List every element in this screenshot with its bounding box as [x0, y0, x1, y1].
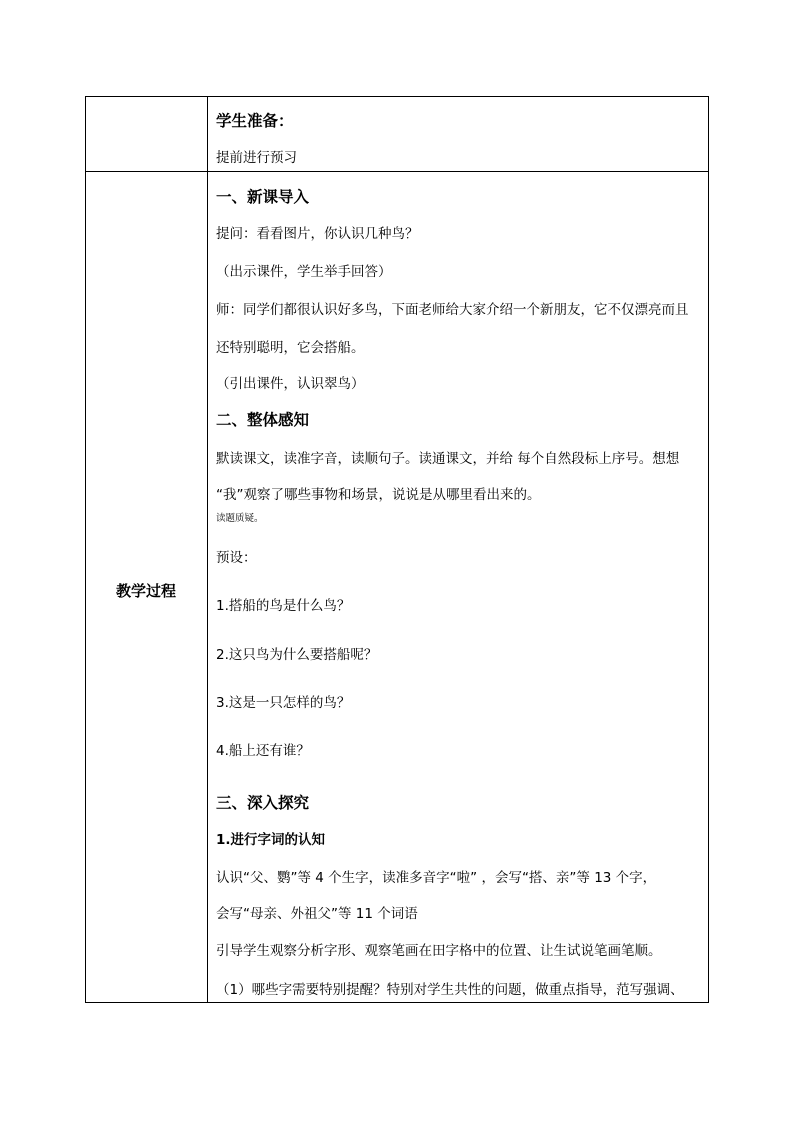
section-3-title: 三、深入探究: [216, 794, 310, 812]
s1-paragraph-3a: 师：同学们都很认识好多鸟，下面老师给大家介绍一个新朋友，它不仅漂亮而且: [216, 302, 689, 318]
s1-paragraph-1: 提问：看看图片，你认识几种鸟？: [216, 226, 419, 242]
s2-question-3: 3.这是一只怎样的鸟？: [216, 695, 351, 711]
s1-paragraph-3b: 还特别聪明，它会搭船。: [216, 340, 365, 356]
teaching-process-label: 教学过程: [115, 582, 176, 600]
s2-note: 读题质疑。: [216, 513, 264, 524]
s2-preset: 预设：: [216, 550, 257, 566]
s3-paragraph-1a: 认识“父、鹦”等 4 个生字，读准多音字“啦” ，会写“搭、亲”等 13 个字，: [216, 870, 657, 886]
s2-paragraph-1b: “我”观察了哪些事物和场景，说说是从哪里看出来的。: [216, 487, 541, 503]
s2-paragraph-1a: 默读课文，读准字音，读顺句子。读通课文，并给 每个自然段标上序号。想想: [216, 451, 680, 467]
s3-paragraph-3: （1）哪些字需要特别提醒？特别对学生共性的问题，做重点指导，范写强调、: [216, 982, 684, 998]
column-divider: [207, 97, 208, 1002]
section-1-title: 一、新课导入: [216, 188, 310, 206]
s3-paragraph-2: 引导学生观察分析字形、观察笔画在田字格中的位置、让生试说笔画笔顺。: [216, 943, 662, 959]
student-prep-text: 提前进行预习: [216, 150, 297, 166]
s2-question-2: 2.这只鸟为什么要搭船呢？: [216, 647, 378, 663]
s2-question-1: 1.搭船的鸟是什么鸟？: [216, 598, 351, 614]
s3-subheading: 1.进行字词的认知: [216, 832, 326, 848]
s2-question-4: 4.船上还有谁？: [216, 743, 310, 759]
section-2-title: 二、整体感知: [216, 411, 310, 429]
s1-paragraph-4: （引出课件，认识翠鸟）: [216, 376, 365, 392]
s3-paragraph-1b: 会写“母亲、外祖父”等 11 个词语: [216, 906, 418, 922]
row-divider: [86, 171, 708, 172]
student-prep-heading: 学生准备：: [216, 112, 294, 130]
s1-paragraph-2: （出示课件，学生举手回答）: [216, 264, 392, 280]
